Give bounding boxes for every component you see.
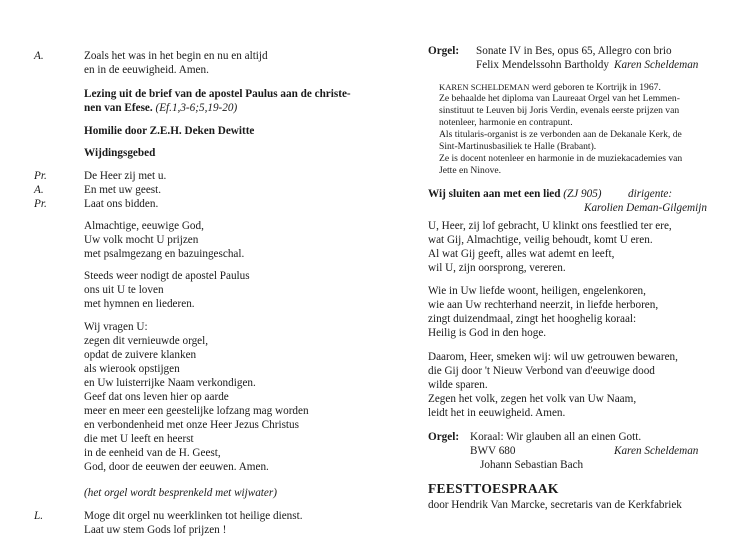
bio-line: sinstituut te Leuven bij Joris Verdin, evenals eerste prijzen van bbox=[439, 105, 680, 116]
prayer-line: Wij vragen U: bbox=[84, 321, 148, 333]
bio-line: Als titularis-organist is ze verbonden aan de Dekanale Kerk, de bbox=[439, 129, 682, 140]
reading-reference: (Ef.1,3-6;5,19-20) bbox=[155, 102, 238, 114]
prayer-line: als wierook opstijgen bbox=[84, 363, 180, 375]
bio-name: KAREN SCHELDEMAN bbox=[439, 82, 530, 92]
organ-performer: Karen Scheldeman bbox=[614, 445, 699, 457]
prayer-line: met hymnen en liederen. bbox=[84, 298, 195, 310]
hymn-line: Zegen het volk, zegen het volk van Uw Naam, bbox=[428, 393, 637, 405]
hymn-line: Heilig is God in den hoge. bbox=[428, 327, 547, 339]
prayer-line: Geef dat ons leven hier op aarde bbox=[84, 391, 229, 403]
rubric-note: (het orgel wordt besprenkeld met wijwater) bbox=[84, 487, 277, 499]
organ-label: Orgel: bbox=[428, 45, 460, 57]
prayer-line: zegen dit vernieuwde orgel, bbox=[84, 335, 209, 347]
prayer-line: meer en meer een geestelijke lofzang mag worden bbox=[84, 405, 309, 417]
response-label: A. bbox=[34, 184, 44, 196]
organ-piece: Koraal: Wir glauben all an einen Gott. bbox=[470, 431, 642, 443]
response-label: A. bbox=[34, 50, 44, 62]
conductor-label: dirigente: bbox=[628, 188, 673, 200]
hymn-line: wie aan Uw rechterhand neerzit, in liefde herboren, bbox=[428, 299, 659, 311]
priest-label: Pr. bbox=[34, 198, 47, 210]
prayer-line: Almachtige, eeuwige God, bbox=[84, 220, 204, 232]
lector-line-1: Moge dit orgel nu weerklinken tot heilige dienst. bbox=[84, 510, 303, 522]
speech-speaker: door Hendrik Van Marcke, secretaris van de Kerkfabriek bbox=[428, 499, 682, 511]
homily-heading: Homilie door Z.E.H. Deken Dewitte bbox=[84, 125, 255, 137]
hymn-line: zingt duizendmaal, zingt het hooghelig koraal: bbox=[428, 313, 637, 325]
organ-composer: Felix Mendelssohn Bartholdy bbox=[476, 59, 609, 71]
prayer-line: en verbondenheid met onze Heer Jezus Christus bbox=[84, 419, 299, 431]
gloria-line-1: Zoals het was in het begin en nu en altijd bbox=[84, 50, 268, 62]
hymn-line: Al wat Gij geeft, alles wat ademt en leeft, bbox=[428, 248, 615, 260]
reading-heading-line-2 bbox=[84, 101, 237, 115]
conductor-name: Karolien Deman-Gilgemijn bbox=[584, 202, 707, 214]
lector-label: L. bbox=[34, 510, 44, 522]
organ-composer: Johann Sebastian Bach bbox=[480, 459, 584, 471]
bio-line: Jette en Ninove. bbox=[439, 165, 502, 176]
bio-line: Ze behaalde het diploma van Laureaat Orgel van het Lemmen- bbox=[439, 93, 680, 104]
bio-first-line: werd geboren te Kortrijk in 1967. bbox=[531, 82, 661, 93]
hymn-line: wilde sparen. bbox=[428, 379, 488, 391]
hymn-line: die Gij door 't Nieuw Verbond van d'eeuwige dood bbox=[428, 365, 655, 377]
prayer-line: in de eenheid van de H. Geest, bbox=[84, 447, 221, 459]
song-reference: (ZJ 905) bbox=[563, 188, 602, 200]
reading-heading-line-1: Lezing uit de brief van de apostel Paulus aan de christe- bbox=[84, 88, 351, 100]
organ-bwv: BWV 680 bbox=[470, 445, 516, 457]
song-heading bbox=[428, 187, 602, 201]
bio-line: Ze is docent notenleer en harmonie in de muziekacademies van bbox=[439, 153, 683, 164]
prayer-line: opdat de zuivere klanken bbox=[84, 349, 197, 361]
organ-label: Orgel: bbox=[428, 431, 460, 443]
hymn-line: Daarom, Heer, smeken wij: wil uw getrouwen bewaren, bbox=[428, 351, 678, 363]
bio-line: notenleer, harmonie en contrapunt. bbox=[439, 117, 573, 128]
prayer-line: en Uw luisterrijke Naam verkondigen. bbox=[84, 377, 256, 389]
hymn-line: leidt het in eeuwigheid. Amen. bbox=[428, 407, 566, 419]
speech-heading: FEESTTOESPRAAK bbox=[428, 481, 559, 496]
priest-label: Pr. bbox=[34, 170, 47, 182]
hymn-line: wat Gij, Almachtige, veilig behoudt, komt U eren. bbox=[428, 234, 653, 246]
lector-line-2: Laat uw stem Gods lof prijzen ! bbox=[84, 524, 227, 536]
prayer-line: die met U leeft en heerst bbox=[84, 433, 194, 445]
song-title: Wij sluiten aan met een lied bbox=[428, 188, 561, 200]
bio-line: Sint-Martinusbasiliek te Halle (Brabant). bbox=[439, 141, 597, 152]
hymn-line: Wie in Uw liefde woont, heiligen, engelenkoren, bbox=[428, 285, 646, 297]
prayer-line: met psalmgezang en bazuingeschal. bbox=[84, 248, 245, 260]
consecration-prayer-heading: Wijdingsgebed bbox=[84, 147, 156, 159]
dialogue-line: De Heer zij met u. bbox=[84, 170, 167, 182]
prayer-line: God, door de eeuwen der eeuwen. Amen. bbox=[84, 461, 269, 473]
organ-piece: Sonate IV in Bes, opus 65, Allegro con brio bbox=[476, 45, 672, 57]
gloria-line-2: en in de eeuwigheid. Amen. bbox=[84, 64, 209, 76]
dialogue-line: En met uw geest. bbox=[84, 184, 162, 196]
prayer-line: ons uit U te loven bbox=[84, 284, 164, 296]
organ-performer: Karen Scheldeman bbox=[614, 59, 699, 71]
prayer-line: Uw volk mocht U prijzen bbox=[84, 234, 199, 246]
reading-heading-text: nen van Efese. bbox=[84, 102, 153, 114]
prayer-line: Steeds weer nodigt de apostel Paulus bbox=[84, 270, 250, 282]
hymn-line: U, Heer, zij lof gebracht, U klinkt ons feestlied ter ere, bbox=[428, 220, 672, 232]
hymn-line: wil U, zijn oorsprong, vereren. bbox=[428, 262, 566, 274]
dialogue-line: Laat ons bidden. bbox=[84, 198, 159, 210]
